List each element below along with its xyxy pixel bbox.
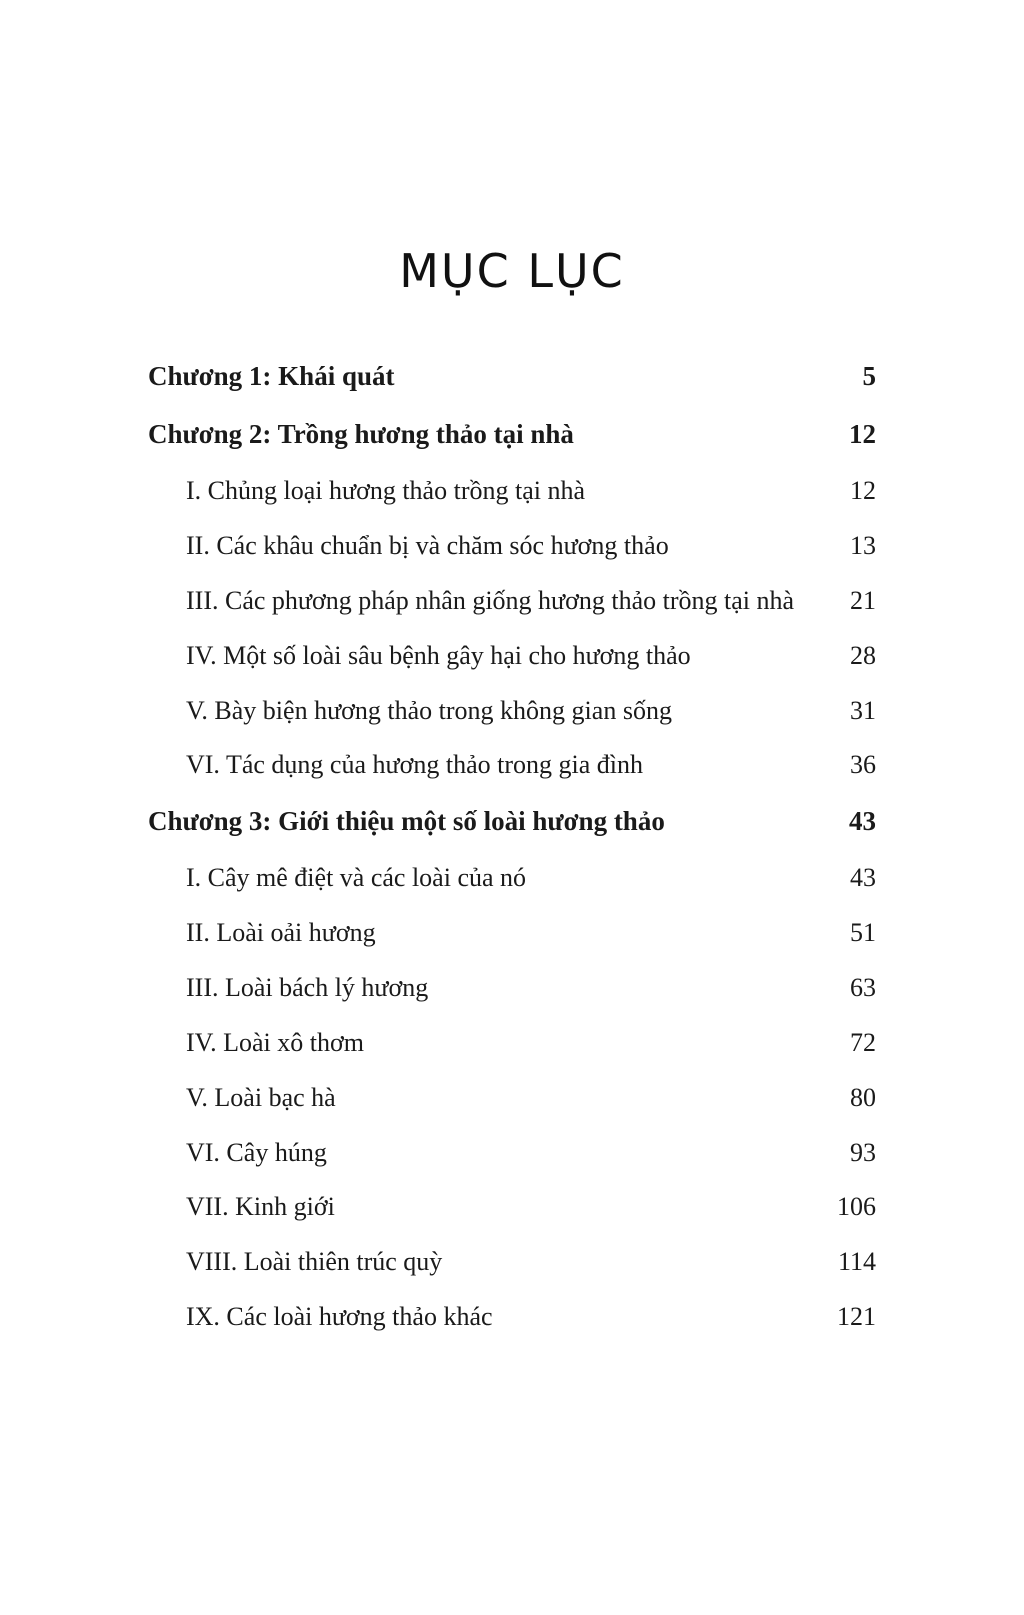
toc-entry[interactable]	[148, 584, 876, 619]
toc-entry-label: III. Loài bách lý hương	[186, 973, 429, 1003]
toc-entry-label: I. Cây mê điệt và các loài của nó	[186, 863, 527, 893]
toc-entry-label: II. Loài oải hương	[186, 918, 376, 948]
toc-entry-label: V. Loài bạc hà	[186, 1082, 336, 1112]
toc-entry-label: V. Bày biện hương thảo trong không gian sống	[186, 695, 672, 725]
toc-entry-label: IV. Một số loài sâu bệnh gây hại cho hương thảo	[186, 640, 691, 670]
toc-entry-label: VI. Cây húng	[186, 1137, 327, 1167]
toc-entry-page-number: 80	[850, 1082, 876, 1112]
toc-entry[interactable]	[148, 916, 876, 951]
toc-entry[interactable]	[148, 358, 876, 394]
toc-entry-label: VIII. Loài thiên trúc quỳ	[186, 1247, 443, 1277]
toc-entry-page-number: 43	[850, 863, 876, 893]
toc-entry-label: I. Chủng loại hương thảo trồng tại nhà	[186, 476, 586, 506]
toc-entry-label: Chương 1: Khái quát	[148, 361, 395, 391]
toc-entry-label: II. Các khâu chuẩn bị và chăm sóc hương thảo	[186, 531, 669, 561]
toc-entry-page-number: 13	[850, 531, 876, 561]
toc-entry-page-number: 121	[837, 1302, 876, 1332]
toc-entry[interactable]	[148, 529, 876, 564]
toc-entry-label: IX. Các loài hương thảo khác	[186, 1302, 493, 1332]
toc-entry-page-number: 114	[837, 1247, 876, 1277]
toc-entry[interactable]	[148, 474, 876, 509]
toc-entry[interactable]	[148, 416, 876, 452]
toc-entry[interactable]	[148, 639, 876, 674]
toc-entry-page-number: 5	[862, 361, 876, 391]
toc-entry[interactable]	[148, 1245, 876, 1280]
table-of-contents	[148, 348, 876, 1355]
toc-entry-page-number: 36	[850, 750, 876, 780]
toc-entry-page-number: 28	[850, 640, 876, 670]
toc-entry-page-number: 93	[850, 1137, 876, 1167]
toc-entry[interactable]	[148, 803, 876, 839]
toc-entry-label: Chương 3: Giới thiệu một số loài hương thảo	[148, 806, 665, 837]
toc-entry-label: III. Các phương pháp nhân giống hương thảo trồng tại nhà	[186, 586, 795, 615]
toc-entry-label: IV. Loài xô thơm	[186, 1027, 364, 1057]
toc-entry-label: VI. Tác dụng của hương thảo trong gia đình	[186, 750, 643, 780]
toc-entry-label: VII. Kinh giới	[186, 1192, 335, 1222]
toc-entry[interactable]	[148, 1190, 876, 1225]
toc-entry[interactable]	[148, 1136, 876, 1171]
toc-entry-label: Chương 2: Trồng hương thảo tại nhà	[148, 419, 574, 450]
toc-entry-page-number: 31	[850, 695, 876, 725]
toc-entry[interactable]	[148, 971, 876, 1006]
toc-entry-page-number: 72	[850, 1027, 876, 1057]
toc-entry-page-number: 106	[837, 1192, 876, 1222]
toc-entry[interactable]	[148, 861, 876, 896]
toc-entry-page-number: 63	[850, 973, 876, 1003]
toc-entry[interactable]	[148, 748, 876, 783]
toc-entry[interactable]	[148, 1026, 876, 1061]
toc-entry-page-number: 51	[850, 918, 876, 948]
toc-entry[interactable]	[148, 1300, 876, 1335]
toc-entry-page-number: 21	[850, 586, 876, 615]
toc-entry[interactable]	[148, 694, 876, 729]
toc-entry[interactable]	[148, 1081, 876, 1116]
toc-entry-page-number: 12	[850, 476, 876, 506]
toc-entry-page-number: 12	[849, 419, 876, 450]
page-title: MỤC LỤC	[399, 244, 625, 298]
toc-entry-page-number: 43	[849, 806, 876, 837]
